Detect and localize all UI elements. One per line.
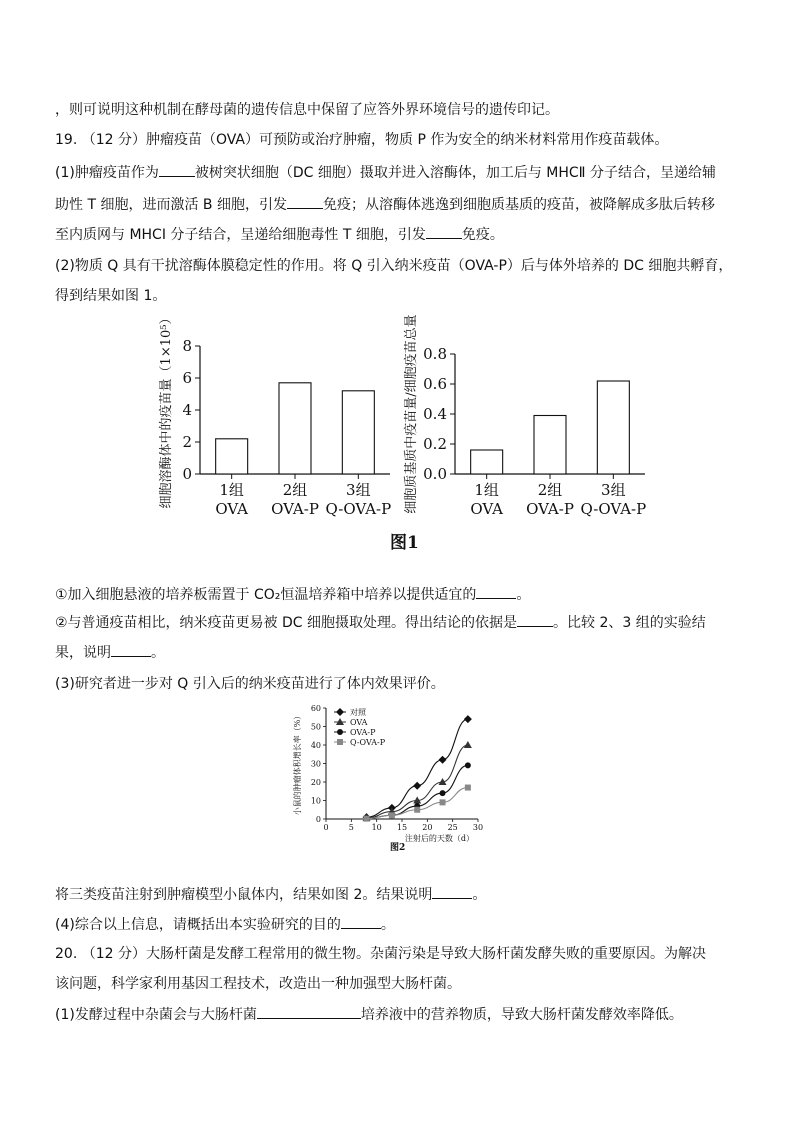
legend-label: 对照 [350, 708, 366, 717]
x-tick-label: 0 [323, 823, 329, 832]
data-point [464, 715, 472, 723]
text-line: ①加入细胞悬液的培养板需置于 CO₂恒温培养箱中培养以提供适宜的 。 [55, 584, 750, 605]
answer-blank[interactable] [476, 584, 516, 599]
text-line: 将三类疫苗注射到肿瘤模型小鼠体内，结果如图 2。结果说明 。 [55, 884, 750, 905]
data-point [389, 812, 395, 818]
legend-label: OVA-P [350, 728, 376, 737]
x-tick-label: 1组 [474, 481, 499, 499]
answer-blank[interactable] [159, 162, 195, 177]
y-tick-label: 10 [310, 796, 321, 806]
answer-blank[interactable] [517, 612, 553, 627]
figure-2 [282, 698, 522, 868]
x-tick-label: 5 [348, 823, 354, 832]
text-line: 至内质网与 MHCI 分子结合，呈递给细胞毒性 T 细胞，引发 免疫。 [55, 224, 750, 245]
legend-marker [336, 708, 344, 716]
x-tick-label: 20 [422, 823, 433, 832]
data-point [439, 756, 447, 764]
y-tick-label: 2 [182, 433, 192, 451]
x-tick-label: OVA [215, 500, 249, 518]
bar [279, 383, 311, 474]
x-tick-label: 2组 [282, 481, 308, 499]
bar [471, 450, 503, 474]
chart-lysosome-vaccine [158, 312, 391, 518]
text-line: (4)综合以上信息，请概括出本实验研究的目的 。 [55, 914, 750, 935]
y-tick-label: 6 [182, 369, 192, 387]
answer-blank[interactable] [426, 224, 462, 239]
data-point [413, 782, 421, 790]
y-tick-label: 0.0 [423, 465, 447, 483]
question-19-title: 19. （12 分）肿瘤疫苗（OVA）可预防或治疗肿瘤，物质 P 作为安全的纳米材料常用作疫苗载体。 [55, 132, 669, 148]
data-point [440, 799, 446, 805]
y-axis-label: 细胞质基质中疫苗量/细胞疫苗总量 [404, 314, 419, 514]
x-tick-label: 10 [371, 823, 382, 832]
legend-marker [337, 739, 343, 745]
x-tick-label: 25 [447, 823, 458, 832]
y-axis-label: 小鼠的肿瘤体积增长率（%） [293, 711, 302, 816]
data-point [464, 741, 472, 748]
y-tick-label: 0 [182, 465, 192, 483]
x-tick-label: OVA [470, 500, 504, 518]
text-line: (2)物质 Q 具有干扰溶酶体膜稳定性的作用。将 Q 引入纳米疫苗（OVA-P）后与体外培养的 DC 细胞共孵育， [55, 258, 733, 274]
data-point [465, 762, 471, 768]
y-tick-label: 30 [310, 759, 321, 769]
legend-label: OVA [350, 718, 368, 727]
y-tick-label: 0.2 [423, 435, 447, 453]
figure-1-caption: 图1 [390, 533, 419, 553]
bar [597, 381, 629, 474]
x-tick-label: OVA-P [526, 500, 574, 518]
text-line: 助性 T 细胞，进而激活 B 细胞，引发 免疫；从溶酶体逃逸到细胞质基质的疫苗，被降解成多肽后转移 [55, 194, 750, 215]
x-tick-label: 3组 [346, 481, 371, 499]
text-line: (1)肿瘤疫苗作为 被树突状细胞（DC 细胞）摄取并进入溶酶体，加工后与 MHCⅡ 分子结合，呈递给辅 [55, 162, 750, 183]
x-tick-label: 30 [472, 823, 484, 832]
y-tick-label: 0.8 [423, 345, 447, 363]
figure-2-caption: 图2 [390, 843, 406, 853]
chart-cytoplasm-vaccine-ratio [403, 314, 646, 518]
bar [342, 391, 374, 474]
text-line: ②与普通疫苗相比，纳米疫苗更易被 DC 细胞摄取处理。得出结论的依据是 。比较 2、3 组的实验结 [55, 612, 750, 633]
data-point [465, 785, 471, 791]
bar [534, 416, 566, 475]
text-line: 果，说明 。 [55, 642, 750, 663]
x-tick-label: 2组 [537, 481, 563, 499]
y-tick-label: 0.6 [423, 375, 447, 393]
x-tick-label: 3组 [601, 481, 626, 499]
text-line: ，则可说明这种机制在酵母菌的遗传信息中保留了应答外界环境信号的遗传印记。 [55, 102, 559, 118]
y-tick-label: 40 [310, 741, 321, 750]
legend-label: Q-OVA-P [350, 738, 386, 747]
y-tick-label: 0 [315, 815, 321, 824]
data-point [364, 816, 370, 822]
y-tick-label: 60 [310, 704, 321, 713]
y-tick-label: 20 [310, 778, 321, 787]
x-tick-label: OVA-P [271, 500, 319, 518]
y-tick-label: 4 [182, 401, 192, 419]
bar [216, 439, 248, 474]
answer-blank[interactable] [432, 884, 472, 899]
x-tick-label: 1组 [219, 481, 244, 499]
figure-1 [150, 312, 670, 557]
data-point [414, 807, 420, 813]
y-tick-label: 0.4 [423, 405, 447, 423]
answer-blank[interactable] [287, 194, 323, 209]
text-line: 得到结果如图 1。 [55, 288, 167, 304]
answer-blank[interactable] [257, 1004, 361, 1019]
x-tick-label: 15 [396, 823, 408, 832]
answer-blank[interactable] [111, 642, 151, 657]
text-line: 该问题，科学家利用基因工程技术，改造出一种加强型大肠杆菌。 [55, 976, 461, 992]
y-tick-label: 8 [182, 337, 192, 355]
legend-marker [337, 729, 343, 735]
y-tick-label: 50 [310, 722, 321, 732]
data-point [440, 790, 446, 796]
question-20-title: 20. （12 分）大肠杆菌是发酵工程常用的微生物。杂菌污染是导致大肠杆菌发酵失败的重要原因。为解决 [55, 946, 706, 962]
chart-tumor-growth [292, 704, 483, 843]
text-line: (3)研究者进一步对 Q 引入后的纳米疫苗进行了体内效果评价。 [55, 676, 445, 692]
x-axis-label: 注射后的天数（d） [404, 834, 474, 843]
text-line: (1)发酵过程中杂菌会与大肠杆菌 培养液中的营养物质，导致大肠杆菌发酵效率降低。 [55, 1004, 750, 1025]
x-tick-label: Q-OVA-P [325, 500, 392, 518]
y-axis-label: 细胞溶酶体中的疫苗量（1×10⁵） [159, 312, 174, 509]
answer-blank[interactable] [341, 914, 381, 929]
x-tick-label: Q-OVA-P [580, 500, 647, 518]
